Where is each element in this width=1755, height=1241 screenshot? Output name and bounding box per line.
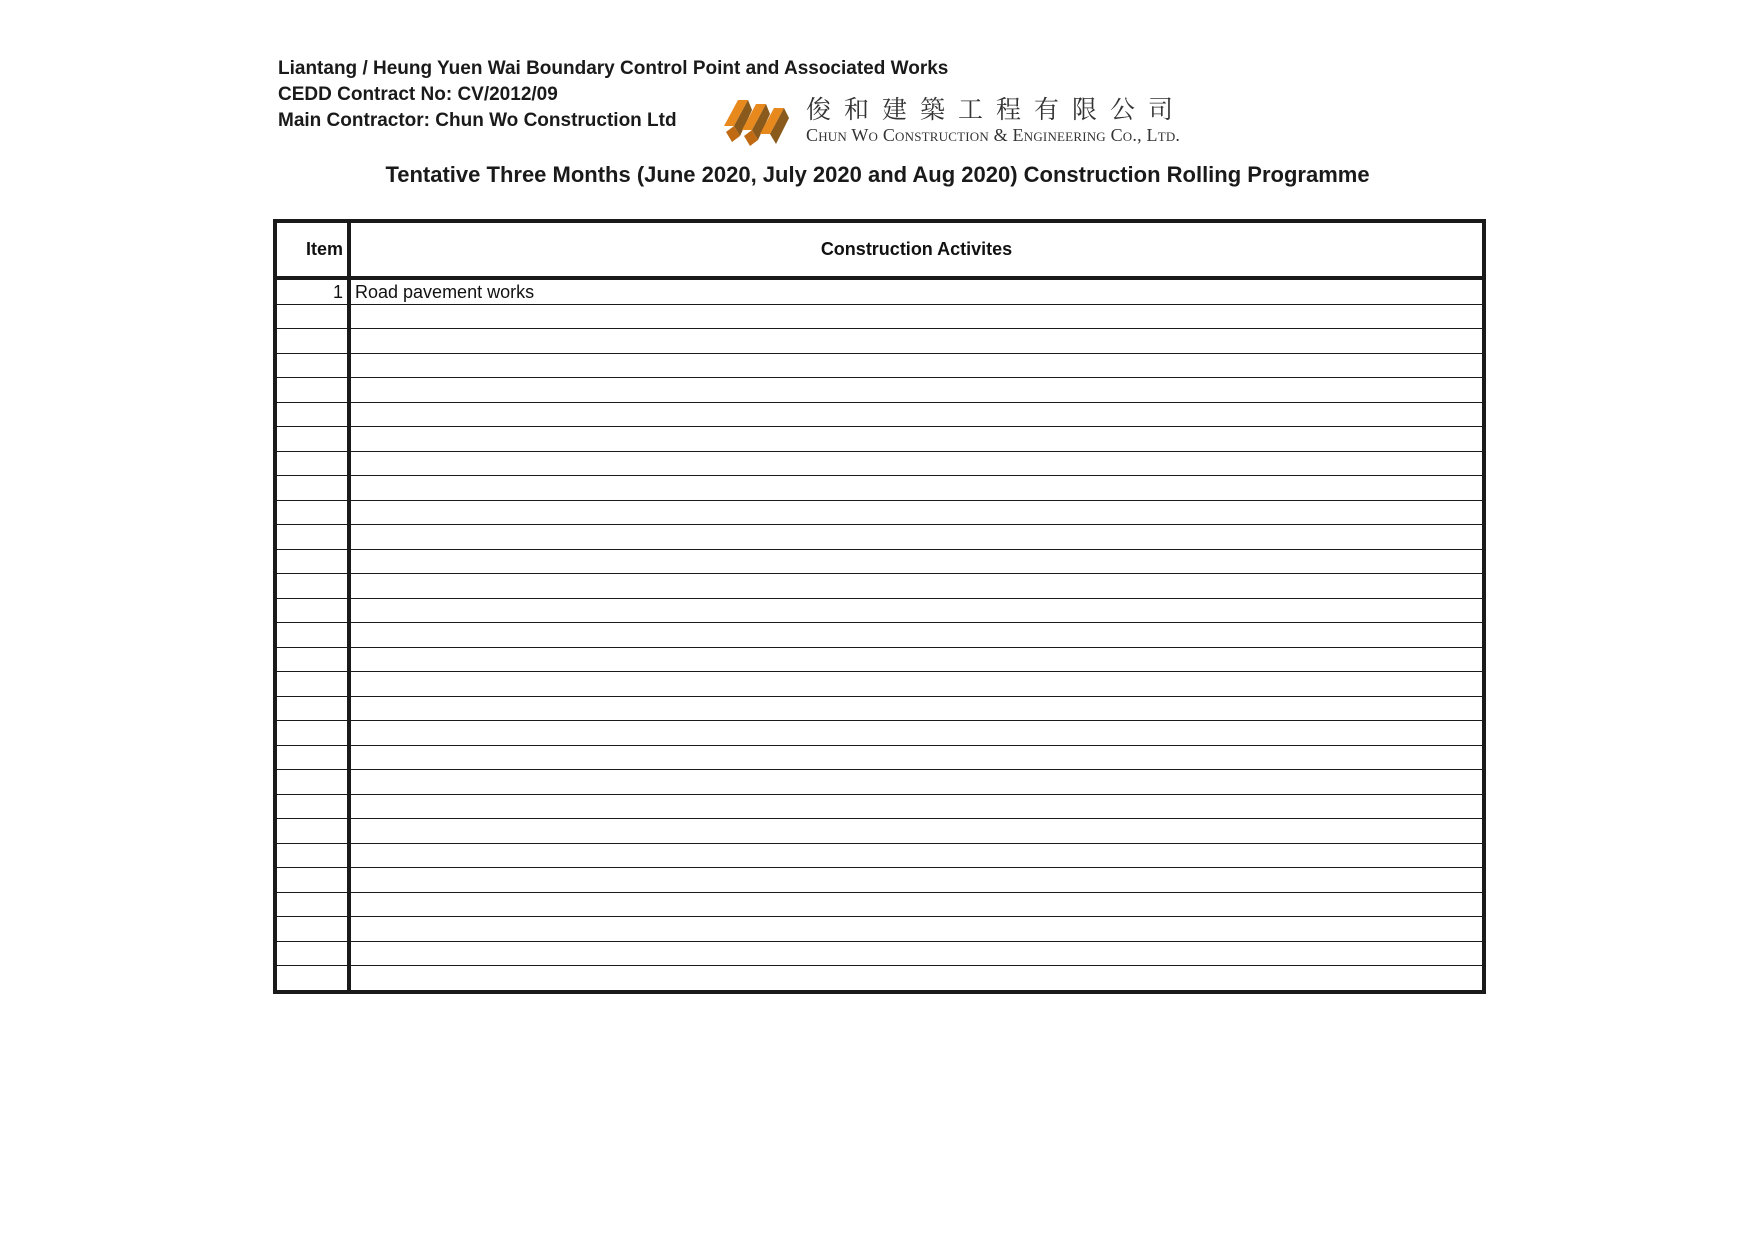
item-number-cell bbox=[275, 794, 349, 819]
column-header-item: Item bbox=[275, 221, 349, 278]
main-contractor: Main Contractor: Chun Wo Construction Ltd bbox=[278, 110, 677, 131]
item-number-cell bbox=[275, 476, 349, 501]
activity-cell bbox=[349, 672, 1484, 697]
item-number-cell bbox=[275, 304, 349, 329]
table-row bbox=[275, 721, 1484, 746]
column-header-activities: Construction Activites bbox=[349, 221, 1484, 278]
activity-cell: Road pavement works bbox=[349, 278, 1484, 304]
table-row bbox=[275, 892, 1484, 917]
activity-cell bbox=[349, 451, 1484, 476]
table-row bbox=[275, 574, 1484, 599]
construction-programme-table bbox=[273, 219, 1486, 994]
item-number-cell bbox=[275, 819, 349, 844]
table-row bbox=[275, 917, 1484, 942]
table-row bbox=[275, 672, 1484, 697]
table-row bbox=[275, 745, 1484, 770]
activity-cell bbox=[349, 574, 1484, 599]
item-number-cell bbox=[275, 378, 349, 403]
item-number-cell bbox=[275, 672, 349, 697]
item-number-cell: 1 bbox=[275, 278, 349, 304]
activity-cell bbox=[349, 598, 1484, 623]
activity-cell bbox=[349, 794, 1484, 819]
company-logo bbox=[722, 92, 1252, 152]
activity-cell bbox=[349, 868, 1484, 893]
table-row bbox=[275, 378, 1484, 403]
activity-cell bbox=[349, 402, 1484, 427]
table-row bbox=[275, 868, 1484, 893]
activity-cell bbox=[349, 525, 1484, 550]
table-row bbox=[275, 598, 1484, 623]
activity-cell bbox=[349, 500, 1484, 525]
item-number-cell bbox=[275, 868, 349, 893]
contract-number: CEDD Contract No: CV/2012/09 bbox=[278, 84, 558, 105]
table-header-row bbox=[275, 221, 1484, 278]
activity-cell bbox=[349, 623, 1484, 648]
document-title: Tentative Three Months (June 2020, July 2020 and Aug 2020) Construction Rolling Programme bbox=[385, 162, 1370, 187]
activity-cell bbox=[349, 917, 1484, 942]
item-number-cell bbox=[275, 966, 349, 992]
item-number-cell bbox=[275, 770, 349, 795]
item-number-cell bbox=[275, 843, 349, 868]
project-name: Liantang / Heung Yuen Wai Boundary Control Point and Associated Works bbox=[278, 58, 949, 79]
activity-cell bbox=[349, 770, 1484, 795]
activity-cell bbox=[349, 941, 1484, 966]
table-row bbox=[275, 966, 1484, 992]
activity-cell bbox=[349, 329, 1484, 354]
activity-cell bbox=[349, 696, 1484, 721]
activity-cell bbox=[349, 476, 1484, 501]
item-number-cell bbox=[275, 696, 349, 721]
item-number-cell bbox=[275, 500, 349, 525]
activity-cell bbox=[349, 304, 1484, 329]
table-row bbox=[275, 353, 1484, 378]
item-number-cell bbox=[275, 941, 349, 966]
table-row bbox=[275, 525, 1484, 550]
table-row bbox=[275, 402, 1484, 427]
table-row bbox=[275, 843, 1484, 868]
table-row bbox=[275, 549, 1484, 574]
activity-cell bbox=[349, 427, 1484, 452]
item-number-cell bbox=[275, 402, 349, 427]
table-row bbox=[275, 623, 1484, 648]
table-row bbox=[275, 941, 1484, 966]
item-number-cell bbox=[275, 427, 349, 452]
company-name-english: Chun Wo Construction & Engineering Co., Ltd. bbox=[806, 125, 1181, 145]
item-number-cell bbox=[275, 329, 349, 354]
table-row bbox=[275, 819, 1484, 844]
item-number-cell bbox=[275, 623, 349, 648]
item-number-cell bbox=[275, 451, 349, 476]
activity-cell bbox=[349, 647, 1484, 672]
chun-wo-logo-icon bbox=[722, 92, 792, 150]
table-body bbox=[275, 278, 1484, 992]
item-number-cell bbox=[275, 745, 349, 770]
activity-cell bbox=[349, 892, 1484, 917]
table-row bbox=[275, 304, 1484, 329]
activity-cell bbox=[349, 745, 1484, 770]
table-row bbox=[275, 329, 1484, 354]
company-name-chinese: 俊和建築工程有限公司 bbox=[806, 95, 1187, 124]
item-number-cell bbox=[275, 647, 349, 672]
table-row bbox=[275, 770, 1484, 795]
table-row bbox=[275, 794, 1484, 819]
activity-cell bbox=[349, 378, 1484, 403]
item-number-cell bbox=[275, 721, 349, 746]
item-number-cell bbox=[275, 525, 349, 550]
activity-cell bbox=[349, 819, 1484, 844]
activity-cell bbox=[349, 549, 1484, 574]
item-number-cell bbox=[275, 598, 349, 623]
table-row bbox=[275, 500, 1484, 525]
activity-cell bbox=[349, 843, 1484, 868]
item-number-cell bbox=[275, 353, 349, 378]
table-row bbox=[275, 696, 1484, 721]
activity-cell bbox=[349, 966, 1484, 992]
table-row bbox=[275, 278, 1484, 304]
item-number-cell bbox=[275, 574, 349, 599]
item-number-cell bbox=[275, 549, 349, 574]
item-number-cell bbox=[275, 917, 349, 942]
table-row bbox=[275, 476, 1484, 501]
table-row bbox=[275, 647, 1484, 672]
table-row bbox=[275, 451, 1484, 476]
activity-cell bbox=[349, 353, 1484, 378]
item-number-cell bbox=[275, 892, 349, 917]
activity-cell bbox=[349, 721, 1484, 746]
table-row bbox=[275, 427, 1484, 452]
